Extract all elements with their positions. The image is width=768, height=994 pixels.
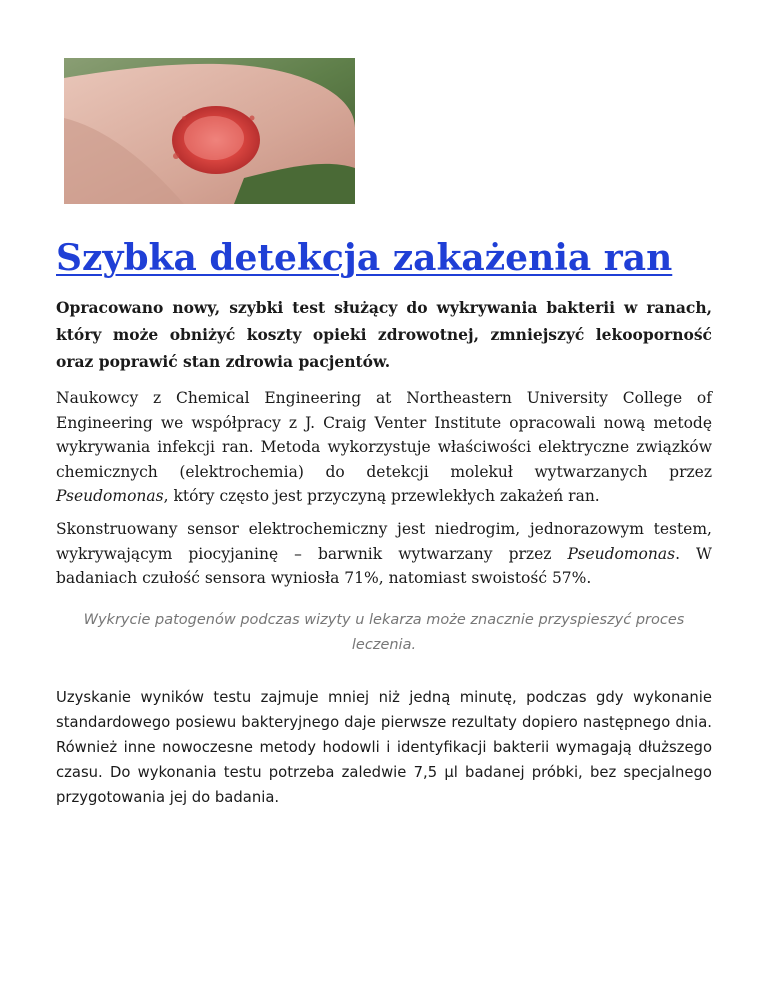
paragraph-1-text-a: Naukowcy z Chemical Engineering at Northeastern University College of Engineering we współpracy z J. Craig Venter Institute opracowali nową metodę wykrywania infekcji ran. Metoda wykorzystuje właściwości elektryczne związków chemicznych (elektrochemia) do detekcji molekuł wytwarzanych przez	[56, 389, 712, 481]
article-paragraph-1	[56, 386, 712, 509]
article-lead: Opracowano nowy, szybki test służący do wykrywania bakterii w ranach, który może obniżyć koszty opieki zdrowotnej, zmniejszyć lekooporność oraz poprawić stan zdrowia pacjentów.	[56, 298, 712, 371]
article-paragraph-3: Uzyskanie wyników testu zajmuje mniej niż jedną minutę, podczas gdy wykonanie standardowego posiewu bakteryjnego daje pierwsze rezultaty dopiero następnego dnia. Również inne nowoczesne metody hodowli i identyfikacji bakterii wymagają dłuższego czasu. Do wykonania testu potrzeba zaledwie 7,5 µl badanej próbki, bez specjalnego przygotowania jej do badania.	[56, 689, 712, 806]
paragraph-2-text-b: . W badaniach czułość sensora wyniosła 71%, natomiast swoistość 57%.	[56, 544, 712, 587]
article-title-link[interactable]: Szybka detekcja zakażenia ran	[56, 237, 673, 279]
pull-quote: Wykrycie patogenów podczas wizyty u lekarza może znacznie przyspieszyć proces leczenia.	[83, 612, 685, 653]
wound-photo	[64, 58, 355, 204]
paragraph-2-text-a: Skonstruowany sensor elektrochemiczny jest niedrogim, jednorazowym testem, wykrywającym piocyjaninę – barwnik wytwarzany przez	[56, 520, 712, 563]
article-paragraph-2	[56, 517, 712, 591]
paragraph-2-species: Pseudomonas	[567, 544, 676, 563]
paragraph-1-text-b: , który często jest przyczyną przewlekłych zakażeń ran.	[163, 487, 600, 505]
paragraph-1-species: Pseudomonas	[56, 487, 164, 505]
